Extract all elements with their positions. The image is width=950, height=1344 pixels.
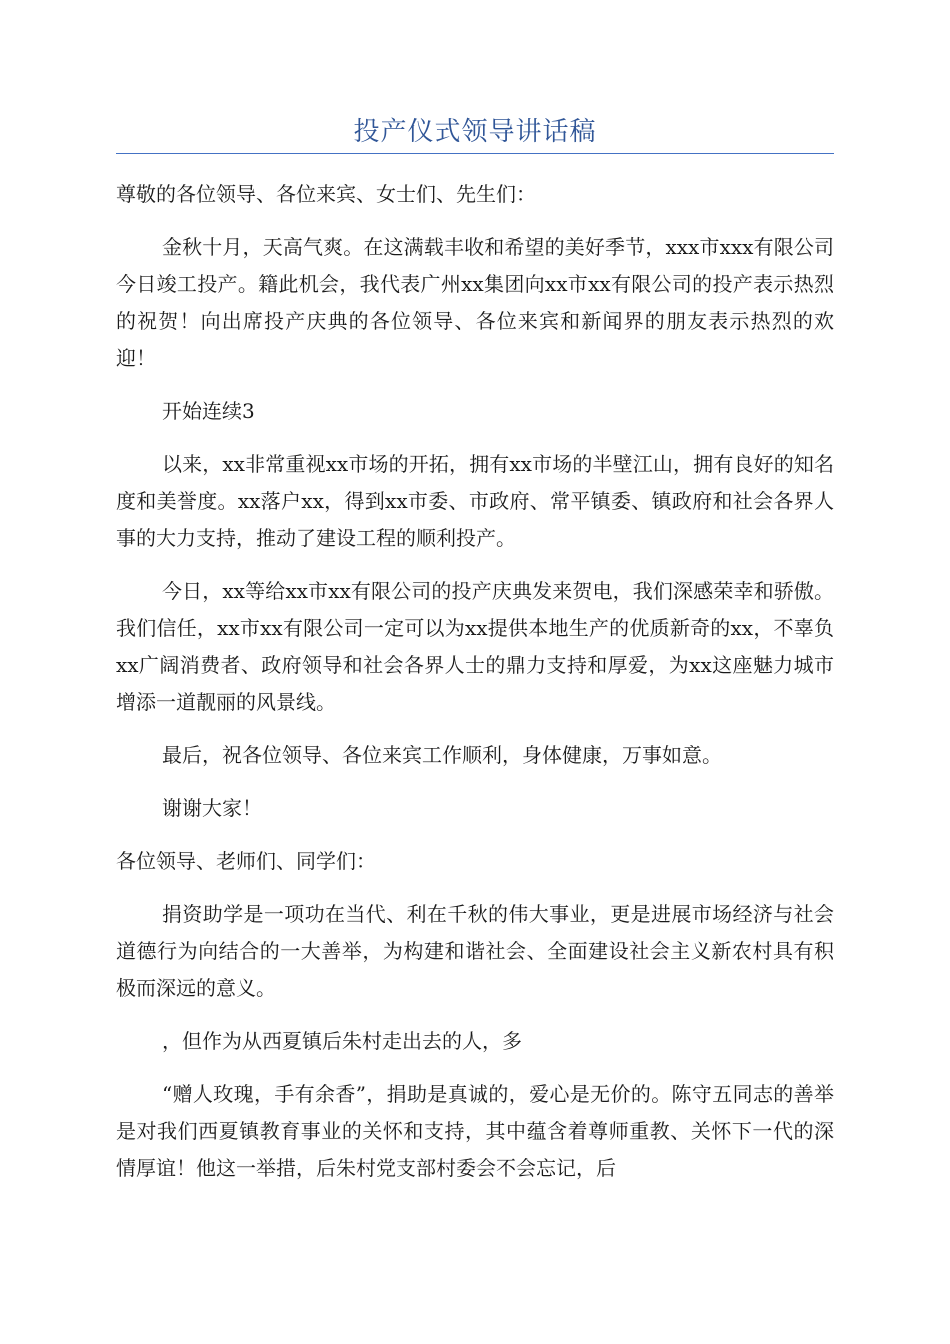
paragraph-2: 金秋十月，天高气爽。在这满载丰收和希望的美好季节，xxx市xxx有限公司今日竣工投产。籍此机会，我代表广州xx集团向xx市xx有限公司的投产表示热烈的祝贺！向出席投产庆典的各位领导、各位来宾和新闻界的朋友表示热烈的欢迎！ xyxy=(116,235,834,370)
document-title: 投产仪式领导讲话稿 xyxy=(353,117,597,147)
paragraph-1: 尊敬的各位领导、各位来宾、女士们、先生们： xyxy=(116,182,536,206)
paragraph-11: “赠人玫瑰，手有余香”，捐助是真诚的，爱心是无价的。陈守五同志的善举是对我们西夏镇教育事业的关怀和支持，其中蕴含着尊师重教、关怀下一代的深情厚谊！他这一举措，后朱村党支部村委会不会忘记，后 xyxy=(116,1082,834,1180)
paragraph-7: 谢谢大家！ xyxy=(162,796,262,820)
document-body xyxy=(116,176,834,1203)
paragraph-8: 各位领导、老师们、同学们： xyxy=(116,849,376,873)
paragraph-10: ，但作为从西夏镇后朱村走出去的人，多 xyxy=(162,1029,522,1053)
paragraph-5: 今日，xx等给xx市xx有限公司的投产庆典发来贺电，我们深感荣幸和骄傲。我们信任，xx市xx有限公司一定可以为xx提供本地生产的优质新奇的xx，不辜负xx广阔消费者、政府领导和社会各界人士的鼎力支持和厚爱，为xx这座魅力城市增添一道靓丽的风景线。 xyxy=(116,579,834,714)
paragraph-9: 捐资助学是一项功在当代、利在千秋的伟大事业，更是进展市场经济与社会道德行为向结合的一大善举，为构建和谐社会、全面建设社会主义新农村具有积极而深远的意义。 xyxy=(116,902,834,1000)
paragraph-4: 以来，xx非常重视xx市场的开拓，拥有xx市场的半壁江山，拥有良好的知名度和美誉度。xx落户xx，得到xx市委、市政府、常平镇委、镇政府和社会各界人事的大力支持，推动了建设工程的顺利投产。 xyxy=(116,452,834,550)
paragraph-6: 最后，祝各位领导、各位来宾工作顺利，身体健康，万事如意。 xyxy=(162,743,722,767)
title-underline xyxy=(116,153,834,154)
paragraph-3: 开始连续3 xyxy=(162,399,255,423)
